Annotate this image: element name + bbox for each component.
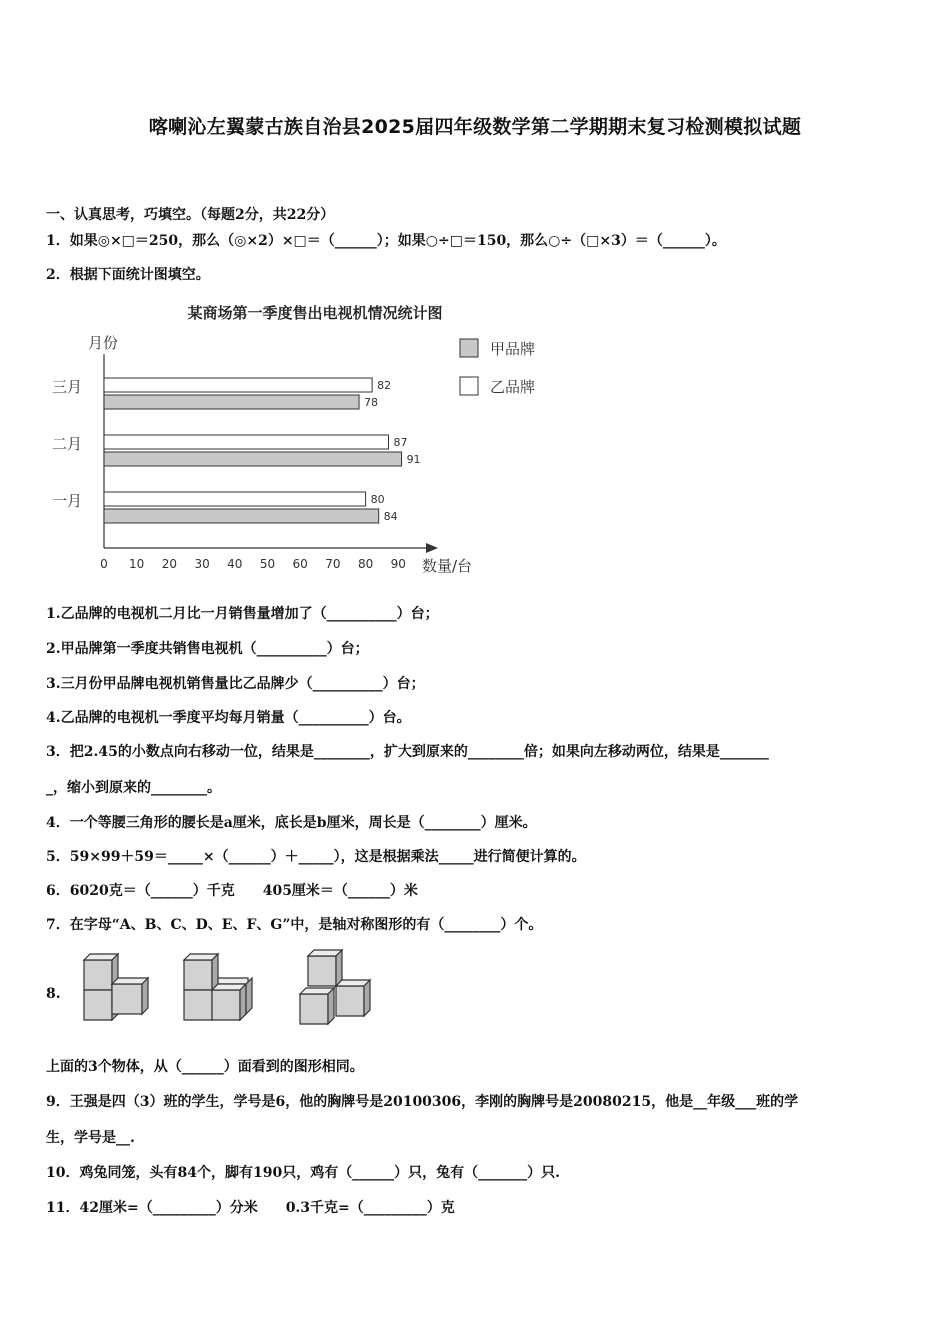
x-tick-label: 20 — [161, 557, 178, 571]
question-3-line-2: _，缩小到原来的________。 — [46, 780, 221, 796]
bar-value-label: 80 — [370, 493, 385, 506]
legend-label-yi: 乙品牌 — [490, 378, 536, 396]
bar-chart — [40, 296, 560, 586]
legend-swatch-jia — [460, 339, 478, 357]
question-9-line-2: 生，学号是__. — [46, 1130, 135, 1146]
bar-yi — [104, 378, 372, 392]
question-4: 4．一个等腰三角形的腰长是a厘米，底长是b厘米，周长是（________）厘米。 — [46, 815, 537, 831]
x-axis-arrow — [426, 543, 438, 553]
x-axis-label: 数量/台 — [422, 557, 473, 575]
bar-jia — [104, 452, 402, 466]
x-tick-label: 40 — [227, 557, 243, 571]
question-7: 7．在字母“A、B、C、D、E、F、G”中，是轴对称图形的有（________）个。 — [46, 917, 543, 933]
bar-value-label: 87 — [393, 436, 408, 449]
legend-swatch-yi — [460, 377, 478, 395]
x-tick-label: 0 — [100, 557, 108, 571]
category-label: 二月 — [52, 435, 83, 453]
question-9-line-1: 9．王强是四（3）班的学生，学号是6，他的胸牌号是20100306，李刚的胸牌号是20080215，他是__年级___班的学 — [46, 1094, 799, 1110]
bar-jia — [104, 395, 359, 409]
question-3-line-1: 3．把2.45的小数点向右移动一位，结果是________，扩大到原来的________倍；如果向左移动两位，结果是_______ — [46, 744, 769, 760]
question-2: 2．根据下面统计图填空。 — [46, 267, 210, 283]
section-heading: 一、认真思考，巧填空。（每题2分，共22分） — [46, 207, 335, 223]
bar-value-label: 82 — [377, 379, 392, 392]
category-label: 三月 — [52, 378, 83, 396]
cube-figure-1 — [76, 950, 156, 1026]
question-11: 11．42厘米=（_________）分米 0.3千克=（_________）克 — [46, 1200, 455, 1216]
sub-question-1: 1.乙品牌的电视机二月比一月销售量增加了（__________）台； — [46, 606, 439, 622]
x-tick-label: 30 — [194, 557, 210, 571]
cube-figure-2 — [180, 950, 264, 1026]
x-tick-label: 60 — [292, 557, 308, 571]
cube-figure-3 — [296, 946, 378, 1028]
question-6: 6．6020克＝（______）千克 405厘米＝（______）米 — [46, 883, 418, 899]
question-8-text: 上面的3个物体，从（______）面看到的图形相同。 — [46, 1059, 364, 1075]
question-1: 1．如果◎×□＝250，那么（◎×2）×□＝（______）；如果○÷□＝150，那么○÷（□×3）＝（______）。 — [46, 233, 726, 249]
question-8-label: 8. — [46, 986, 61, 1002]
category-label: 一月 — [52, 492, 83, 510]
x-tick-label: 80 — [357, 557, 374, 571]
x-tick-label: 90 — [390, 557, 406, 571]
x-tick-label: 10 — [129, 557, 145, 571]
bar-yi — [104, 435, 388, 449]
page-title: 喀喇沁左翼蒙古族自治县2025届四年级数学第二学期期末复习检测模拟试题 — [148, 116, 802, 138]
legend-label-jia: 甲品牌 — [490, 340, 536, 358]
question-10: 10．鸡兔同笼，头有84个，脚有190只，鸡有（______）只，兔有（_______）只. — [46, 1165, 561, 1181]
x-tick-label: 50 — [259, 557, 276, 571]
bar-value-label: 84 — [383, 510, 398, 523]
x-tick-label: 70 — [325, 557, 341, 571]
sub-question-3: 3.三月份甲品牌电视机销售量比乙品牌少（__________）台； — [46, 676, 425, 692]
chart-title: 某商场第一季度售出电视机情况统计图 — [187, 304, 443, 322]
sub-question-2: 2.甲品牌第一季度共销售电视机（__________）台； — [46, 641, 369, 657]
question-5: 5．59×99＋59＝_____×（______）＋_____），这是根据乘法_____进行简便计算的。 — [46, 849, 586, 865]
bar-jia — [104, 509, 379, 523]
bar-value-label: 78 — [364, 396, 379, 409]
y-axis-label: 月份 — [88, 334, 119, 352]
sub-question-4: 4.乙品牌的电视机一季度平均每月销量（__________）台。 — [46, 710, 411, 726]
bar-value-label: 91 — [406, 453, 421, 466]
bar-yi — [104, 492, 366, 506]
